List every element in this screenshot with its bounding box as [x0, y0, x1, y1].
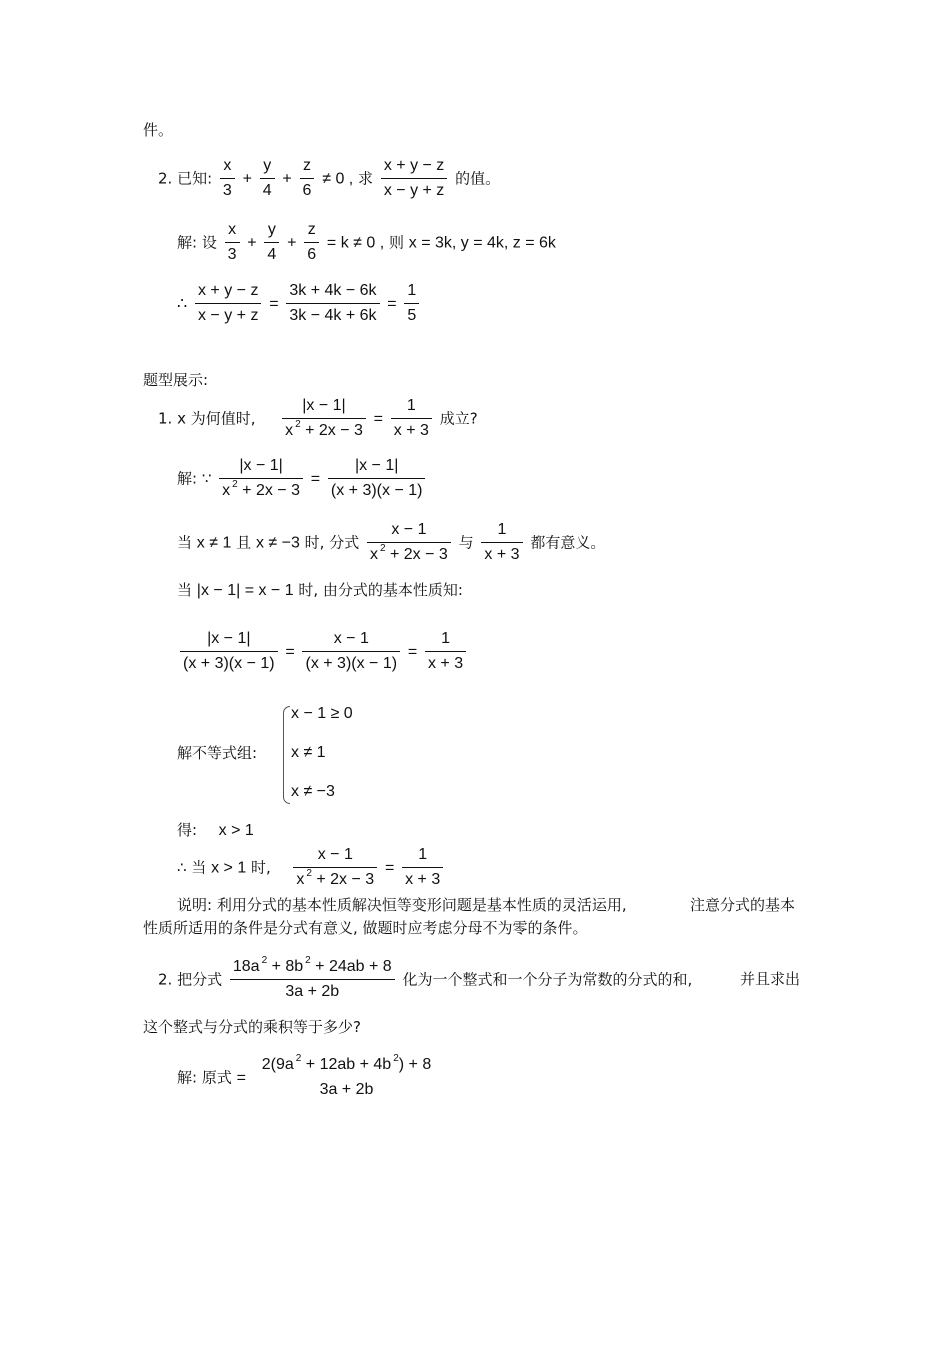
fraction: $\frac{3k + 4k - 6k}{3k - 4k + 6k}$ — [286, 282, 379, 326]
operator: + — [247, 234, 257, 252]
expression: x ≠ 1 — [196, 534, 232, 552]
fraction: $\frac{y}{4}$ — [260, 157, 275, 201]
inequality-1 — [291, 706, 353, 722]
operator: + — [287, 234, 297, 252]
text: 当 — [177, 533, 193, 552]
therefore-symbol: ∴ — [177, 295, 188, 313]
section-title — [143, 373, 208, 388]
text: 2. 把分式 — [158, 970, 223, 989]
text: 得: — [177, 821, 198, 839]
text: 说明: 利用分式的基本性质解决恒等变形问题是基本性质的灵活运用, — [177, 896, 627, 914]
text: 都有意义。 — [530, 533, 606, 552]
operator: = — [310, 470, 321, 488]
question-2-end — [740, 972, 800, 987]
text: 解: 设 — [177, 233, 217, 252]
text: 时, — [251, 858, 271, 877]
problem-2-statement — [158, 157, 500, 201]
expression: x ≠ −3 — [291, 783, 335, 800]
text: 且 — [236, 533, 252, 552]
text: 解: ∵ — [177, 469, 212, 488]
text: 注意分式的基本 — [690, 896, 796, 914]
question-2-line-2 — [143, 1020, 361, 1035]
expression: x > 1 — [218, 822, 254, 839]
inequality-2 — [291, 745, 326, 761]
solution-step — [177, 630, 469, 674]
text: 与 — [458, 533, 474, 552]
fraction: $\frac{z}{6}$ — [304, 221, 319, 265]
expression: x = 3k, y = 4k, z = 6k — [408, 234, 556, 252]
fraction: $\frac{|x - 1|}{(x + 3)(x - 1)}$ — [328, 457, 426, 501]
fraction: $\frac{z}{6}$ — [300, 157, 315, 201]
note-line-1 — [177, 898, 627, 913]
operator: + — [282, 170, 292, 188]
expression: |x − 1| = x − 1 — [196, 582, 294, 599]
text: 的值。 — [455, 169, 501, 188]
fraction: $\frac{18a ^2 + 8b ^2 + 24ab + 8}{3a + 2b}$ — [230, 958, 395, 1002]
fraction: $\frac{x + y - z}{x - y + z}$ — [381, 157, 447, 201]
fraction: $\frac{x + y - z}{x - y + z}$ — [195, 282, 261, 326]
solution-step — [177, 221, 556, 265]
expression: x > 1 — [211, 859, 247, 877]
inequality-3 — [291, 784, 335, 800]
fraction: $\frac{x - 1}{(x + 3)(x - 1)}$ — [302, 630, 400, 674]
fraction: $\frac{x - 1}{x ^2 + 2x - 3}$ — [367, 521, 451, 565]
text: 性质所适用的条件是分式有意义, 做题时应考虑分母不为零的条件。 — [143, 919, 588, 937]
operator: = — [373, 410, 384, 428]
text: 成立? — [439, 409, 478, 428]
text: 时, 分式 — [304, 533, 360, 552]
text: 并且求出 — [740, 970, 801, 988]
operator: = — [387, 295, 397, 313]
solution-step — [177, 282, 422, 326]
solution-step — [177, 457, 428, 501]
fraction: $\frac{|x - 1|}{x ^2 + 2x - 3}$ — [282, 397, 366, 441]
text: 件。 — [143, 121, 174, 139]
fraction: $\frac{1}{x + 3}$ — [481, 521, 522, 565]
expression: ≠ 0 , — [322, 170, 354, 188]
fraction: $\frac{x}{3}$ — [225, 221, 240, 265]
note-line-2 — [143, 921, 588, 936]
operator: = — [269, 295, 279, 313]
operator: = — [407, 643, 418, 661]
text: 时, 由分式的基本性质知: — [298, 581, 463, 599]
expression: x ≠ 1 — [291, 744, 326, 761]
solution-step — [177, 1053, 437, 1100]
fraction: $\frac{x}{3}$ — [220, 157, 235, 201]
expression: = k ≠ 0 , — [326, 234, 385, 252]
text: 解: 原式 — [177, 1068, 232, 1087]
question-2 — [158, 955, 693, 1002]
operator: = — [285, 643, 295, 661]
problem-label: 2. 已知: — [158, 169, 213, 188]
expression: x − 1 ≥ 0 — [291, 705, 353, 722]
fraction: $\frac{|x - 1|}{x ^2 + 2x - 3}$ — [219, 457, 303, 501]
operator: = — [236, 1069, 246, 1087]
fraction: $\frac{1}{x + 3}$ — [402, 846, 443, 890]
text: 化为一个整式和一个分子为常数的分式的和, — [402, 970, 693, 989]
text: 题型展示: — [143, 371, 209, 389]
text: 求 — [358, 169, 374, 188]
system-brace — [283, 706, 290, 804]
conclusion-line — [177, 846, 446, 890]
expression: x ≠ −3 — [255, 534, 300, 552]
fraction: $\frac{1}{5}$ — [404, 282, 419, 326]
solution-step — [177, 583, 463, 599]
operator: = — [384, 859, 395, 877]
question-1 — [158, 397, 478, 441]
fraction: $\frac{|x - 1|}{(x + 3)(x - 1)}$ — [180, 630, 278, 674]
note-line-1-end — [690, 898, 795, 913]
operator: + — [242, 170, 252, 188]
fraction: $\frac{y}{4}$ — [264, 221, 279, 265]
inequality-label — [177, 746, 257, 761]
text-line — [143, 123, 173, 138]
text: 解不等式组: — [177, 744, 258, 762]
fraction: $\frac{x - 1}{x ^2 + 2x - 3}$ — [293, 846, 377, 890]
text: 1. x 为何值时, — [158, 409, 256, 428]
fraction: 2(9a $^2$ + 12ab + 4b $^2$) + 8 3a + 2b — [261, 1053, 432, 1099]
text: 这个整式与分式的乘积等于多少? — [143, 1018, 361, 1036]
solution-step — [177, 521, 605, 565]
text: 当 — [177, 581, 193, 599]
text: ∴ 当 — [177, 858, 207, 877]
text: 则 — [388, 233, 404, 252]
result-line — [177, 823, 254, 839]
fraction: $\frac{1}{x + 3}$ — [391, 397, 432, 441]
fraction: $\frac{1}{x + 3}$ — [425, 630, 466, 674]
